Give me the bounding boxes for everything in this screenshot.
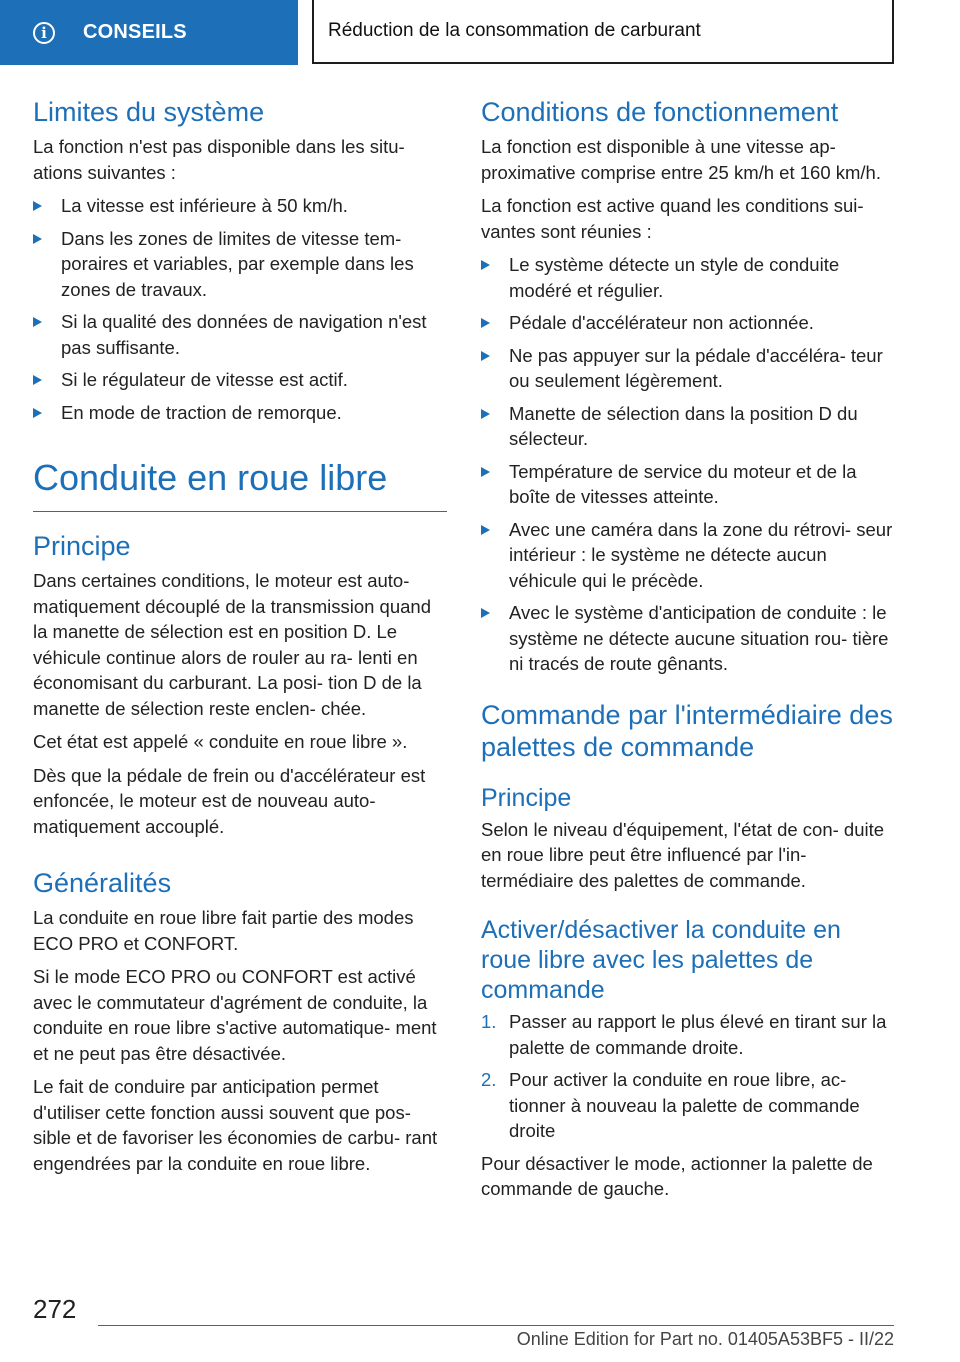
limits-heading: Limites du système	[33, 97, 265, 127]
step-number: 2.	[481, 1069, 497, 1090]
general-paragraph: Le fait de conduire par anticipation permet d'utiliser cette fonction aussi souvent que pos- sible et de favoriser les économies de carbu- rant engendrées par la conduite en roue libre.	[33, 1076, 438, 1174]
activate-heading: Activer/désactiver la conduite en roue libre avec les palettes de commande	[481, 916, 841, 1004]
principle-paragraph: Selon le niveau d'équipement, l'état de con- duite en roue libre peut être influencé par l'in- termédiaire des palettes de commande.	[481, 818, 885, 891]
list-item: Avec le système d'anticipation de conduite : le système ne détecte aucune situation rou- tière ni tracés de route gênants.	[481, 600, 895, 677]
list-item: Si la qualité des données de navigation n'est pas suffisante.	[33, 309, 447, 360]
list-item: En mode de traction de remorque.	[33, 400, 447, 426]
conditions-paragraph: La fonction est active quand les conditions sui- vantes sont réunies :	[481, 195, 864, 242]
list-item: La vitesse est inférieure à 50 km/h.	[33, 193, 447, 219]
bullet-triangle-icon	[481, 351, 490, 361]
deactivate-paragraph: Pour désactiver le mode, actionner la palette de commande de gauche.	[481, 1152, 873, 1199]
right-column	[481, 96, 895, 1210]
bullet-triangle-icon	[33, 201, 42, 211]
bullet-triangle-icon	[33, 375, 42, 385]
limits-list	[33, 193, 447, 425]
general-paragraph: Si le mode ECO PRO ou CONFORT est activé avec le commutateur d'agrément de conduite, la conduite en roue libre s'active automatique- ment et ne peut pas être désactivée.	[33, 966, 437, 1064]
conditions-heading: Conditions de fonctionnement	[481, 97, 839, 127]
info-icon: i	[33, 22, 55, 44]
left-column	[33, 96, 447, 1184]
principle-heading: Principe	[33, 531, 131, 561]
list-item: Pédale d'accélérateur non actionnée.	[481, 310, 895, 336]
bullet-triangle-icon	[33, 234, 42, 244]
conditions-list	[481, 252, 895, 677]
list-item: Manette de sélection dans la position D du sélecteur.	[481, 401, 895, 452]
coasting-heading: Conduite en roue libre	[33, 455, 447, 512]
limits-intro: La fonction n'est pas disponible dans les situ- ations suivantes :	[33, 136, 405, 183]
edition-footer: Online Edition for Part no. 01405A53BF5 - II/22	[516, 1329, 894, 1349]
section-tab	[0, 0, 298, 65]
bullet-triangle-icon	[481, 318, 490, 328]
paddles-heading: Commande par l'intermédiaire des palettes de commande	[481, 699, 893, 762]
principle-paragraph: Dans certaines conditions, le moteur est auto- matiquement découplé de la transmission quand la manette de sélection est en position D. Le véhicule continue alors de rouler au ra- lenti en économisant du carburant. La posi- tion D de la manette de sélection reste enclen- chée.	[33, 570, 431, 719]
list-item: Si le régulateur de vitesse est actif.	[33, 367, 447, 393]
bullet-triangle-icon	[481, 467, 490, 477]
principle-paragraph: Cet état est appelé « conduite en roue libre ».	[33, 731, 408, 752]
section-label: CONSEILS	[83, 21, 187, 43]
bullet-triangle-icon	[33, 317, 42, 327]
list-item: 1. Passer au rapport le plus élevé en tirant sur la palette de commande droite.	[481, 1011, 887, 1058]
list-item: Ne pas appuyer sur la pédale d'accéléra- teur ou seulement légèrement.	[481, 343, 895, 394]
list-item: Le système détecte un style de conduite modéré et régulier.	[481, 252, 895, 303]
bullet-triangle-icon	[481, 260, 490, 270]
list-item: 2. Pour activer la conduite en roue libre, ac- tionner à nouveau la palette de commande droite	[481, 1069, 860, 1141]
general-heading: Généralités	[33, 868, 172, 898]
bullet-triangle-icon	[481, 525, 490, 535]
list-item: Dans les zones de limites de vitesse tem- poraires et variables, par exemple dans les zones de travaux.	[33, 226, 447, 303]
steps-list	[481, 1009, 895, 1144]
conditions-paragraph: La fonction est disponible à une vitesse ap- proximative comprise entre 25 km/h et 160 km/h.	[481, 136, 881, 183]
list-item: Avec une caméra dans la zone du rétrovi- seur intérieur : le système ne détecte aucun véhicule qui le précède.	[481, 517, 895, 594]
principle-heading: Principe	[481, 783, 572, 812]
page-number: 272	[33, 1294, 77, 1324]
general-paragraph: La conduite en roue libre fait partie des modes ECO PRO et CONFORT.	[33, 907, 414, 954]
chapter-title: Réduction de la consommation de carburant	[328, 20, 701, 41]
step-number: 1.	[481, 1011, 497, 1032]
bullet-triangle-icon	[481, 409, 490, 419]
list-item: Température de service du moteur et de la boîte de vitesses atteinte.	[481, 459, 895, 510]
bullet-triangle-icon	[33, 408, 42, 418]
bullet-triangle-icon	[481, 608, 490, 618]
footer-divider	[98, 1325, 894, 1326]
principle-paragraph: Dès que la pédale de frein ou d'accélérateur est enfoncée, le moteur est de nouveau auto- matiquement accouplé.	[33, 764, 426, 837]
chapter-header	[312, 0, 894, 64]
